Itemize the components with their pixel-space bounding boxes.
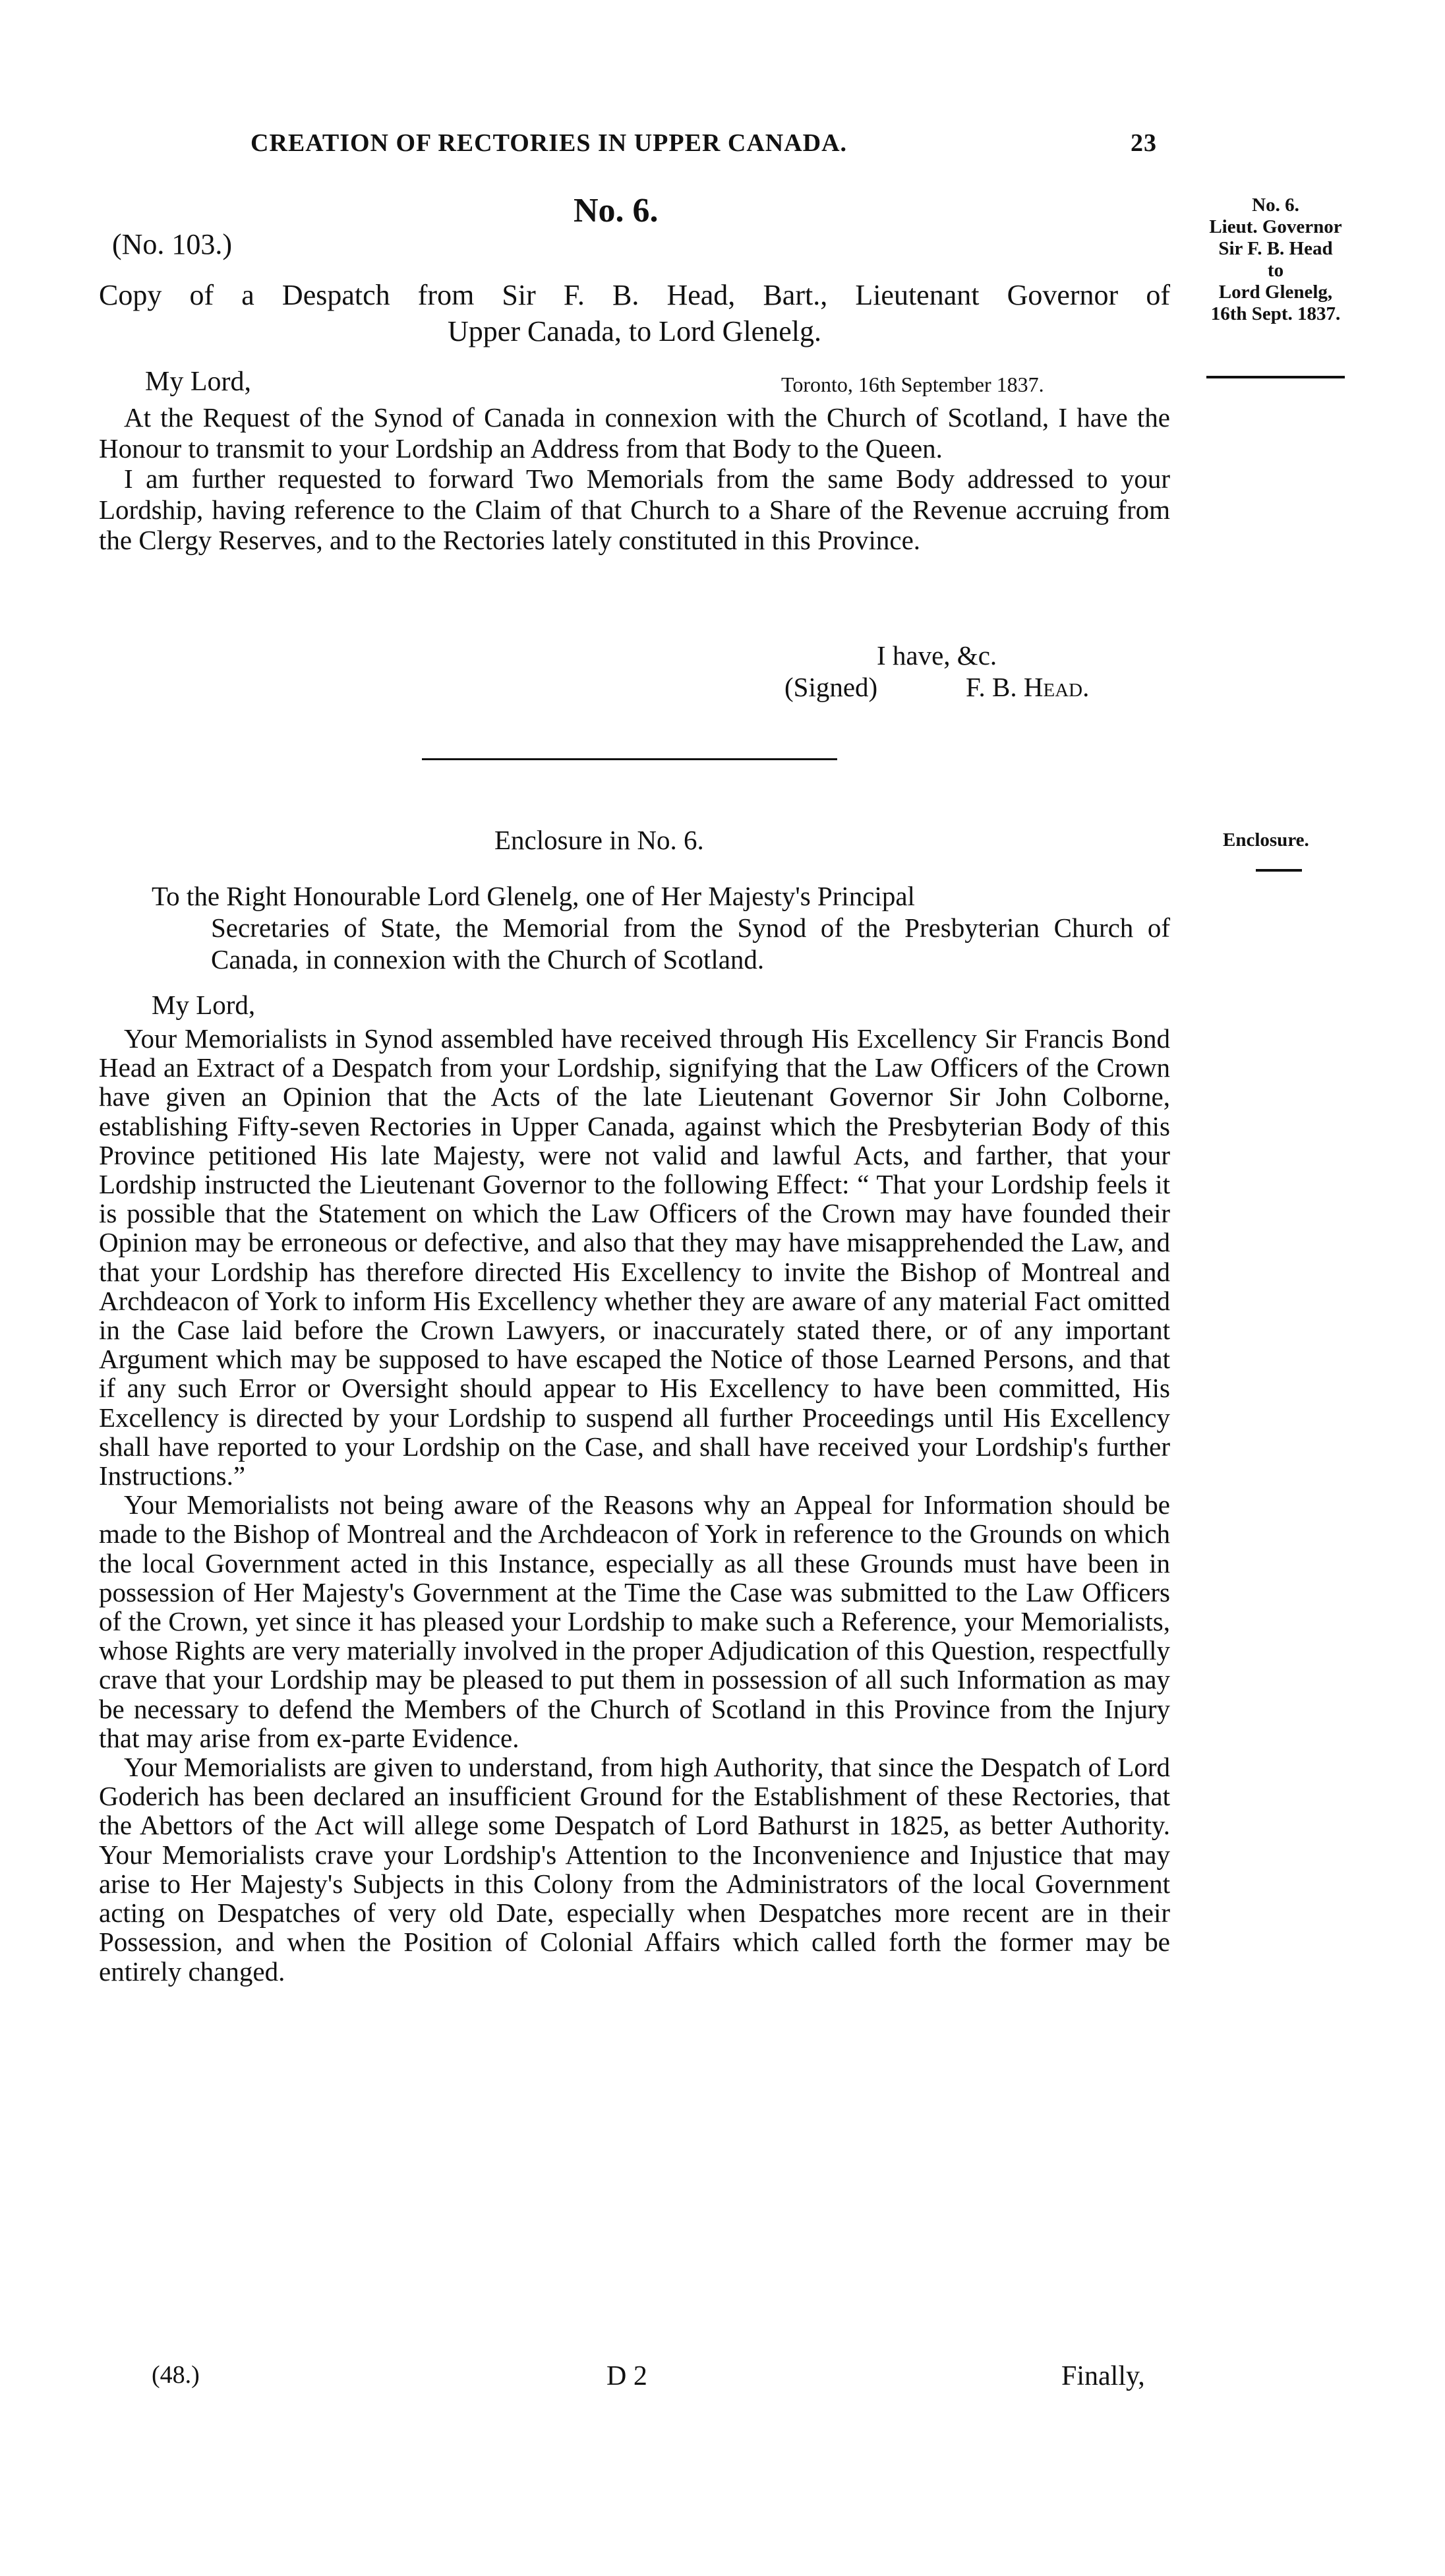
despatch-body: [99, 402, 1170, 556]
despatch-dateline: Toronto, 16th September 1837.: [781, 373, 1044, 396]
running-title: CREATION OF RECTORIES IN UPPER CANADA.: [251, 129, 848, 157]
despatch-signature: F. B. Head.: [966, 672, 1090, 702]
enclosure-address-line1: To the Right Honourable Lord Glenelg, one of Her Majesty's Principal: [152, 881, 915, 911]
margin-rule: [1206, 376, 1345, 378]
despatch-title: [99, 277, 1170, 349]
margin-enclosure-rule: [1256, 869, 1302, 872]
enclosure-address: [152, 880, 1170, 975]
signed-label: (Signed): [784, 672, 878, 702]
despatch-paragraph: At the Request of the Synod of Canada in connexion with the Church of Scotland, I have the Honour to transmit to your Lordship an Address from that Body to the Queen.: [99, 402, 1170, 464]
margin-note-line: to: [1267, 260, 1284, 281]
enclosure-body: [99, 1024, 1170, 1986]
enclosure-paragraph: Your Memorialists not being aware of the Reasons why an Appeal for Information should be made to the Bishop of Montreal and the Archdeacon of York in reference to the Grounds on which the local Government acted in this Instance, especially as all these Grounds must have been in possession of Her Majesty's Government at the Time the Case was submitted to the Law Officers of the Crown, yet since it has pleased your Lordship to make such a Reference, your Memorialists, whose Rights are very materially involved in the proper Adjudication of this Question, respectfully crave that your Lordship may be pleased to put them in possession of all such Information as may be necessary to defend the Members of the Church of Scotland in this Province from the Injury that may arise from ex-parte Evidence.: [99, 1489, 1170, 1753]
enclosure-salutation: My Lord,: [152, 990, 256, 1020]
margin-note-line: Lord Glenelg,: [1218, 282, 1333, 303]
enclosure-paragraph: Your Memorialists in Synod assembled have received through His Excellency Sir Francis Bond Head an Extract of a Despatch from your Lordship, signifying that the Law Officers of the Crown have given an Opinion that the Acts of the late Lieutenant Governor Sir John Colborne, establishing Fifty-seven Rectories in Upper Canada, against which the Presbyterian Body of this Province petitioned His late Majesty, were not valid and lawful Acts, and farther, that your Lordship instructed the Lieutenant Governor to the following Effect: “ That your Lordship feels it is possible that the Statement on which the Law Officers of the Crown may have founded their Opinion may be erroneous or defective, and also that they may have misapprehended the Law, and that your Lordship has therefore directed His Excellency to invite the Bishop of Montreal and Archdeacon of York to inform His Excellency whether they are aware of any material Fact omitted in the Case laid before the Crown Lawyers, or inaccurately stated there, or of any important Argument which may be supposed to have escaped the Notice of those Learned Persons, and that if any such Error or Oversight should appear to His Excellency to have been committed, His Excellency is directed by your Lordship to suspend all further Proceedings until His Excellency shall have reported to your Lordship on the Case, and shall have received your Lordship's further Instructions.”: [99, 1023, 1170, 1491]
despatch-number-heading: No. 6.: [574, 192, 659, 229]
margin-enclosure-label: Enclosure.: [1223, 829, 1309, 851]
despatch-salutation: My Lord,: [145, 367, 251, 397]
despatch-title-line2: Upper Canada, to Lord Glenelg.: [448, 315, 821, 347]
margin-note-line: Lieut. Governor: [1209, 216, 1342, 237]
section-divider: [422, 758, 837, 760]
catchword: Finally,: [1061, 2361, 1145, 2391]
enclosure-heading: Enclosure in No. 6.: [494, 825, 704, 855]
print-number: (48.): [152, 2361, 200, 2389]
margin-note: [1193, 195, 1358, 325]
despatch-paragraph: I am further requested to forward Two Memorials from the same Body addressed to your Lordship, having reference to the Claim of that Church to a Share of the Revenue accruing from the Clergy Reserves, and to the Rectories lately constituted in this Province.: [99, 464, 1170, 555]
despatch-title-line1: Copy of a Despatch from Sir F. B. Head, Bart., Lieutenant Governor of: [99, 279, 1170, 311]
margin-note-line: Sir F. B. Head: [1218, 238, 1333, 259]
margin-note-line: No. 6.: [1252, 195, 1299, 216]
despatch-number: (No. 103.): [112, 228, 233, 260]
despatch-closing: I have, &c.: [877, 640, 997, 671]
enclosure-address-rest: Secretaries of State, the Memorial from the Synod of the Presbyterian Church of Canada, in connexion with the Church of Scotland.: [211, 913, 1170, 974]
enclosure-paragraph: Your Memorialists are given to understand, from high Authority, that since the Despatch of Lord Goderich has been declared an insufficient Ground for the Establishment of these Rectories, that the Abettors of the Act will allege some Despatch of Lord Bathurst in 1825, as better Authority. Your Memorialists crave your Lordship's Attention to the Inconvenience and Injustice that may arise to Her Majesty's Subjects in this Colony from the Administrators of the local Government acting on Despatches of very old Date, especially when Despatches more recent are in their Possession, and when the Position of Colonial Affairs which called forth the former may be entirely changed.: [99, 1752, 1170, 1987]
margin-note-line: 16th Sept. 1837.: [1210, 303, 1341, 324]
page-number: 23: [1131, 129, 1157, 157]
signature-mark: D 2: [606, 2361, 647, 2391]
